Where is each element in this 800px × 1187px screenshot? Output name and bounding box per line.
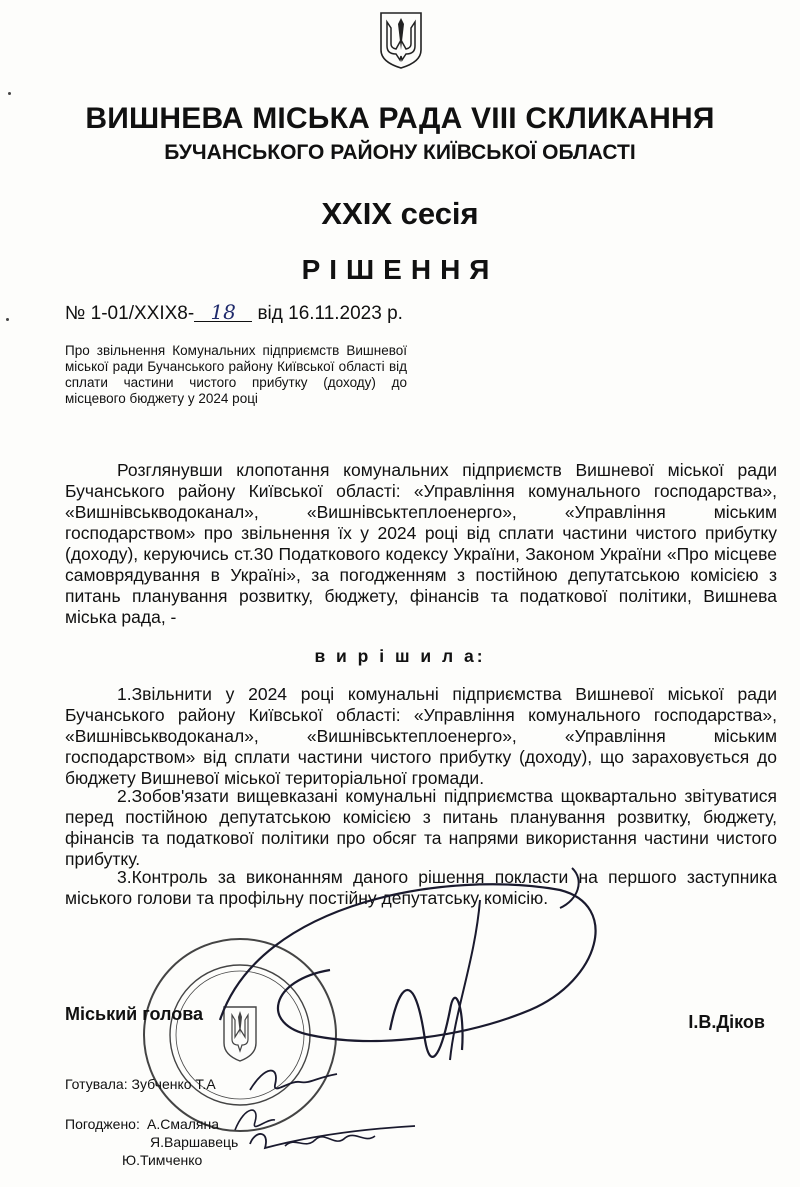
prepared-by: Готувала: Зубченко Т.А [65, 1076, 216, 1092]
preamble-paragraph: Розглянувши клопотання комунальних підприємств Вишневої міської ради Бучанського району Київської області: «Управління комунального господарства», «Вишнівськводоканал», «Вишнівськтеплоенерго», «Управління міським господарством» про звільнення їх у 2024 році від сплати частини чистого прибутку (доходу), керуючись ст.30 Податкового кодексу України, Законом України «Про місцеве самоврядування в Україні», за погодженням з постійною депутатською комісією з питань планування розвитку, бюджету, фінансів та податкової політики, Вишнева міська рада, - [65, 460, 777, 627]
scan-dot [8, 92, 11, 95]
trident-emblem-icon [376, 10, 426, 70]
approver-name: Я.Варшавець [150, 1134, 239, 1150]
handwritten-number: 18 [194, 303, 252, 322]
resolution-item-3: 3.Контроль за виконанням даного рішення покласти на першого заступника міського голови та профільну постійну депутатську комісію. [65, 867, 777, 908]
approver-name: А.Смаляна [147, 1116, 220, 1132]
resolution-item-2: 2.Зобов'язати вищевказані комунальні підприємства щоквартально звітуватися перед постійною депутатською комісією з питань планування розвитку, бюджету, фінансів та податкової політики про обсяг та напрями використання частини чистого прибутку. [65, 786, 777, 869]
council-title: ВИШНЕВА МІСЬКА РАДА VIII СКЛИКАННЯ [85, 102, 715, 135]
approver-name: Ю.Тимченко [122, 1152, 203, 1168]
resolved-heading: в и р і ш и л а: [314, 646, 486, 666]
decision-heading: РІШЕННЯ [301, 254, 499, 285]
decision-number [65, 300, 403, 325]
session-title: XXIX сесія [321, 196, 479, 231]
mayor-name: І.В.Діков [688, 1012, 765, 1032]
resolution-item-1: 1.Звільнити у 2024 році комунальні підприємства Вишневої міської ради Бучанського району Київської області: «Управління комунального господарства», «Вишнівськводоканал», «Вишнівськтеплоенерго», «Управління міським господарством» від сплати частини чистого прибутку (доходу), що зараховується до бюджету Вишневої міської територіальної громади. [65, 684, 777, 788]
decision-subject: Про звільнення Комунальних підприємств Вишневої міської ради Бучанського району Київської області від сплати частини чистого прибутку (доходу) до місцевого бюджету у 2024 році [65, 343, 407, 406]
official-seal-icon [140, 935, 340, 1135]
number-prefix: № 1-01/XXIX8- [65, 303, 195, 324]
scan-dot [6, 318, 9, 321]
approved-label: Погоджено: [65, 1116, 140, 1132]
mayor-title: Міський голова [65, 1004, 204, 1024]
district-title: БУЧАНСЬКОГО РАЙОНУ КИЇВСЬКОЇ ОБЛАСТІ [164, 141, 636, 164]
decision-date: від 16.11.2023 р. [257, 303, 403, 324]
